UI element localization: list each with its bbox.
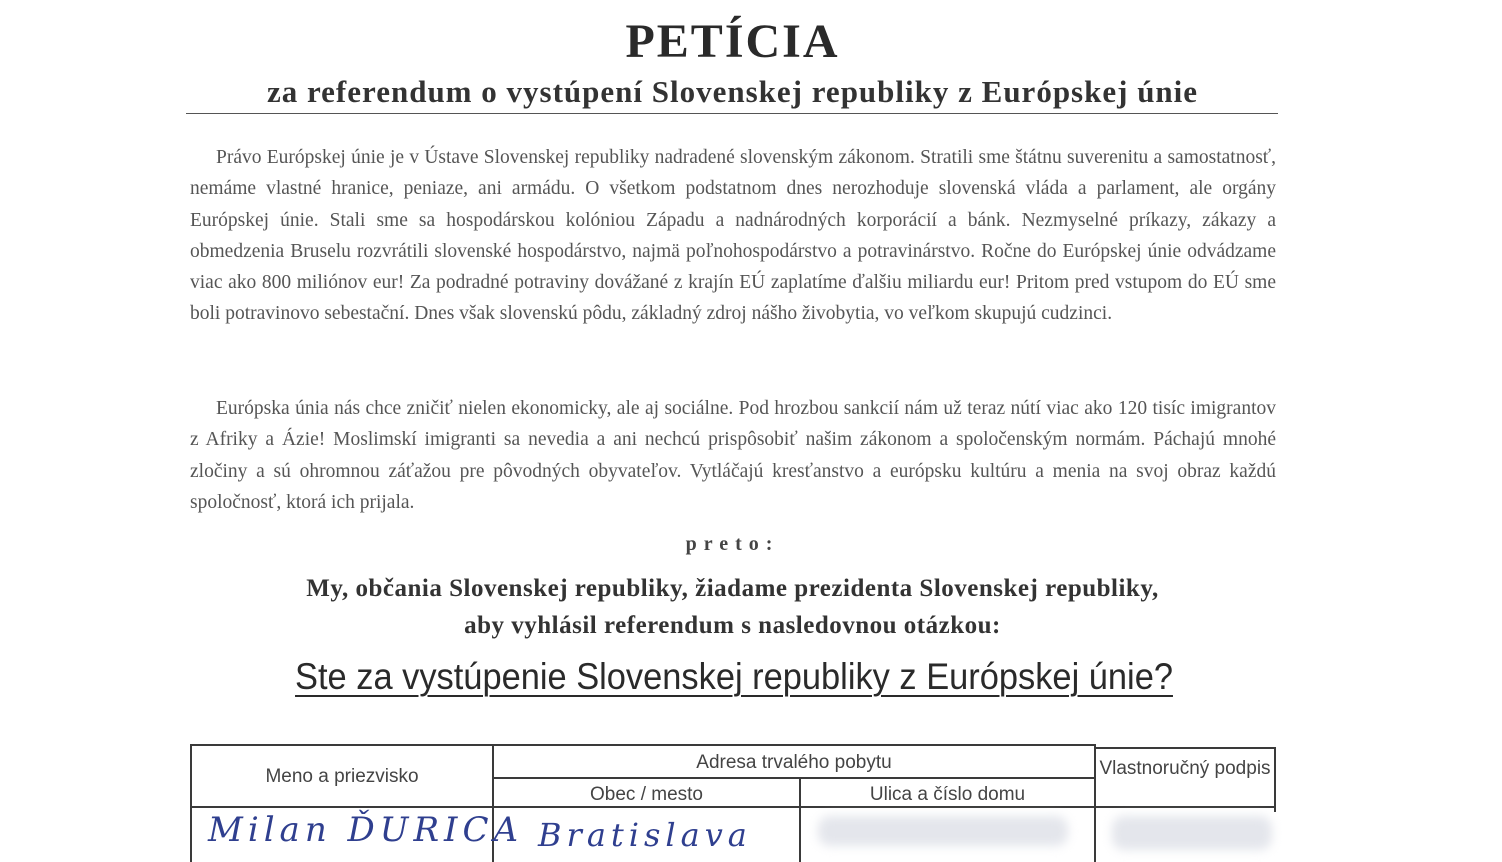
preto-label: preto: bbox=[685, 533, 780, 555]
paragraph-1: Právo Európskej únie je v Ústave Slovenskej republiky nadradené slovenským zákonom. Stratili sme štátnu suverenitu a samostatnosť, nemáme vlastné hranice, peniaze, ani armádu. O všetkom podstatnom dnes nerozhoduje slovenská vláda a parlament, ale orgány Európskej únie. Stali sme sa hospodárskou kolóniou Západu a nadnárodných korporácií a bánk. Nezmyselné príkazy, zákazy a obmedzenia Bruselu rozvrátili slovenské hospodárstvo, najmä poľnohospodárstvo a potravinárstvo. Ročne do Európskej únie odvádzame viac ako 800 miliónov eur! Za podradné potraviny dovážané z krajín EÚ zaplatíme ďalšiu miliardu eur! Pritom pred vstupom do EÚ sme boli potravinovo sebestační. Dnes však slovenskú pôdu, základný zdroj nášho živobytia, vo veľkom skupujú cudzinci. bbox=[190, 147, 1276, 325]
table-border-right bbox=[1274, 747, 1276, 812]
header-bottom-line bbox=[190, 806, 1276, 808]
header-signature: Vlastnoručný podpis bbox=[1099, 758, 1271, 779]
address-subheader-line bbox=[492, 777, 1094, 779]
header-address: Adresa trvalého pobytu bbox=[696, 752, 892, 773]
handwritten-city: Bratislava bbox=[538, 816, 752, 854]
petition-subtitle: za referendum o vystúpení Slovenskej republiky z Európskej únie bbox=[266, 74, 1199, 109]
demand-statement bbox=[0, 570, 1465, 644]
table-border-left bbox=[190, 744, 192, 862]
header-name: Meno a priezvisko bbox=[265, 766, 419, 787]
demand-line-2: aby vyhlásil referendum s nasledovnou otázkou: bbox=[464, 612, 1001, 639]
demand-line-1: My, občania Slovenskej republiky, žiadame prezidenta Slovenskej republiky, bbox=[306, 575, 1159, 602]
header-city: Obec / mesto bbox=[590, 784, 703, 805]
header-street: Ulica a číslo domu bbox=[869, 784, 1026, 805]
signature-table bbox=[190, 744, 1276, 862]
handwritten-name: Milan ĎURICA bbox=[208, 810, 524, 850]
table-border-top-right bbox=[1094, 747, 1276, 749]
referendum-question: Ste za vystúpenie Slovenskej republiky z Európskej únie? bbox=[295, 656, 1173, 697]
title-divider bbox=[186, 113, 1278, 114]
redacted-signature bbox=[1112, 816, 1272, 850]
paragraph-2: Európska únia nás chce zničiť nielen ekonomicky, ale aj sociálne. Pod hrozbou sankcií nám už teraz nútí viac ako 120 tisíc imigrantov z Afriky a Ázie! Moslimskí imigranti sa nevedia a ani nechcú prispôsobiť našim zákonom a spoločenským normám. Páchajú mnohé zločiny a sú ohromnou záťažou pre pôvodných obyvateľov. Vytláčajú kresťanstvo a európsku kultúru a menia na svoj obraz každú spoločnosť, ktorá ich prijala. bbox=[190, 398, 1276, 513]
table-border-top bbox=[190, 744, 1094, 746]
redacted-street bbox=[818, 816, 1068, 846]
petition-title: PETÍCIA bbox=[625, 15, 840, 68]
